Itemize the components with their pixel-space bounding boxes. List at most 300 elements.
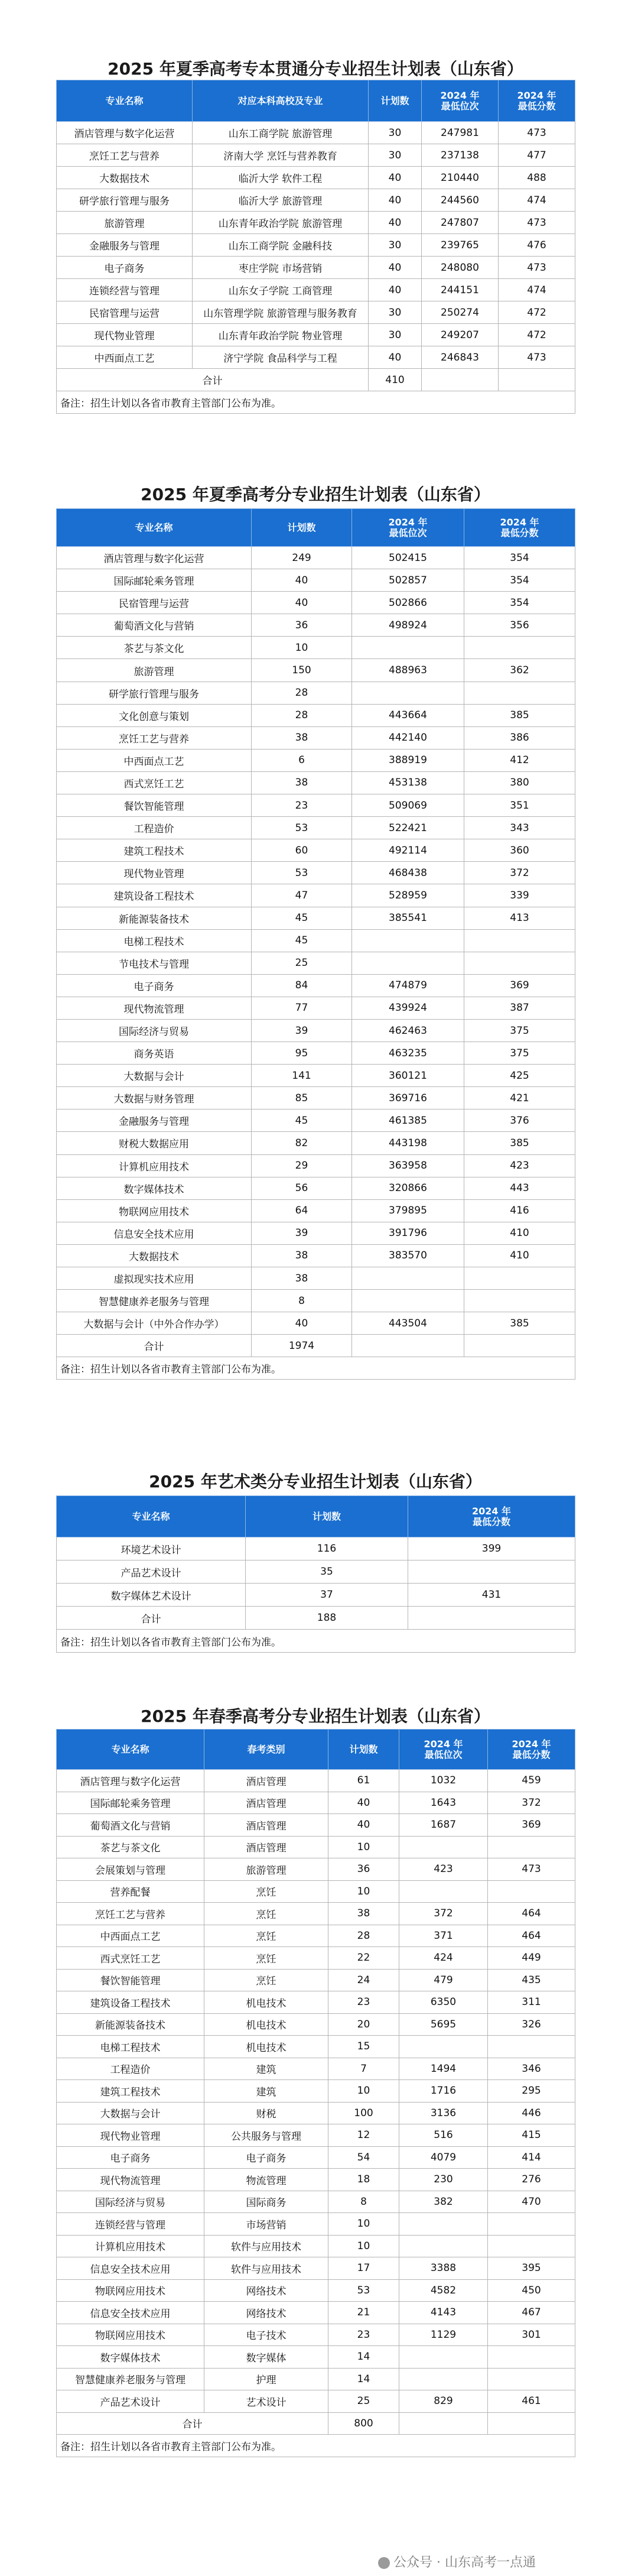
table1-cell: 472 [499, 301, 575, 324]
table4-cell [488, 2213, 575, 2236]
table4-cell [399, 2346, 488, 2369]
table4-cell: 烹饪 [204, 1925, 328, 1947]
table3-note: 备注：招生计划以各省市教育主管部门公布为准。 [57, 1630, 575, 1653]
table2-cell: 351 [464, 794, 575, 817]
table3-header-cell: 2024 年 最低分数 [408, 1496, 575, 1537]
table4-cell: 371 [399, 1925, 488, 1947]
table-row [57, 2390, 575, 2413]
table-row [57, 2346, 575, 2369]
table2-cell: 节电技术与管理 [57, 952, 252, 974]
table1-cell: 40 [369, 346, 422, 369]
table2-cell: 酒店管理与数字化运营 [57, 547, 252, 569]
table2-cell: 47 [252, 884, 352, 907]
table4-cell: 连锁经营与管理 [57, 2213, 204, 2236]
table2-cell: 360 [464, 839, 575, 862]
table2-cell: 410 [464, 1244, 575, 1267]
table1-cell: 山东青年政治学院 旅游管理 [193, 212, 369, 234]
table2-cell: 410 [464, 1222, 575, 1244]
table4-note: 备注：招生计划以各省市教育主管部门公布为准。 [57, 2435, 575, 2457]
table2-cell: 现代物流管理 [57, 997, 252, 1019]
watermark [378, 2552, 536, 2571]
table-row [57, 1814, 575, 1837]
table1-cell: 247981 [422, 122, 499, 144]
table2-cell: 国际邮轮乘务管理 [57, 569, 252, 592]
table4-cell [399, 2213, 488, 2236]
table2-cell: 38 [252, 1244, 352, 1267]
table4-cell: 14 [328, 2368, 399, 2390]
table2-cell: 财税大数据应用 [57, 1132, 252, 1154]
table3-cell: 产品艺术设计 [57, 1560, 246, 1584]
table4-cell: 17 [328, 2257, 399, 2280]
table2-cell: 383570 [352, 1244, 464, 1267]
table4-cell: 461 [488, 2390, 575, 2413]
table3-cell: 116 [246, 1537, 408, 1560]
table3-cell: 数字媒体艺术设计 [57, 1584, 246, 1607]
table1-cell: 烹饪工艺与营养 [57, 144, 193, 167]
table4-cell: 372 [488, 1792, 575, 1814]
table2-cell: 28 [252, 704, 352, 726]
table4-cell: 酒店管理 [204, 1770, 328, 1792]
table-row [57, 1947, 575, 1970]
table2-cell: 36 [252, 614, 352, 637]
table2-cell: 375 [464, 1019, 575, 1042]
table-row [57, 1858, 575, 1881]
table1-cell: 连锁经营与管理 [57, 279, 193, 301]
table4-cell: 12 [328, 2124, 399, 2147]
table2-cell: 电子商务 [57, 974, 252, 997]
table2-cell: 412 [464, 749, 575, 771]
note-row [57, 2435, 575, 2457]
table-row [57, 2013, 575, 2036]
table4-cell: 346 [488, 2058, 575, 2080]
table2-cell: 智慧健康养老服务与管理 [57, 1290, 252, 1312]
table-row [57, 2036, 575, 2058]
table4-cell: 会展策划与管理 [57, 1858, 204, 1881]
table4-cell: 276 [488, 2169, 575, 2191]
watermark-text: 公众号 · 山东高考一点通 [393, 2555, 536, 2570]
table4-cell: 372 [399, 1903, 488, 1925]
table2-cell: 38 [252, 726, 352, 749]
table2-cell: 474879 [352, 974, 464, 997]
table4-cell: 10 [328, 2080, 399, 2103]
table3-total-value: 188 [246, 1607, 408, 1630]
table4-cell: 23 [328, 1991, 399, 2014]
table-row [57, 2257, 575, 2280]
table4-cell: 516 [399, 2124, 488, 2147]
table4-cell: 382 [399, 2191, 488, 2213]
table2-cell: 56 [252, 1177, 352, 1199]
table2-cell: 40 [252, 569, 352, 592]
table4-cell: 311 [488, 1991, 575, 2014]
table-row [57, 1770, 575, 1792]
table4-cell: 3136 [399, 2102, 488, 2124]
table4-cell: 新能源装备技术 [57, 2013, 204, 2036]
table2-cell: 391796 [352, 1222, 464, 1244]
table4-cell: 3388 [399, 2257, 488, 2280]
table4-cell: 艺术设计 [204, 2390, 328, 2413]
table1-cell: 244560 [422, 189, 499, 212]
table-row [57, 2169, 575, 2191]
table2-cell: 443198 [352, 1132, 464, 1154]
table2-cell: 40 [252, 1312, 352, 1335]
table2-cell: 498924 [352, 614, 464, 637]
table2-cell: 354 [464, 592, 575, 614]
table4-cell: 54 [328, 2146, 399, 2169]
table-row [57, 2102, 575, 2124]
table2-cell: 85 [252, 1087, 352, 1109]
table4-cell: 建筑 [204, 2080, 328, 2103]
table2-cell: 509069 [352, 794, 464, 817]
table4-cell: 公共服务与管理 [204, 2124, 328, 2147]
table1-cell: 30 [369, 144, 422, 167]
table1-cell: 476 [499, 234, 575, 257]
table2-cell: 中西面点工艺 [57, 749, 252, 771]
table2-cell: 烹饪工艺与营养 [57, 726, 252, 749]
table4-cell: 计算机应用技术 [57, 2235, 204, 2257]
table-row [57, 1880, 575, 1903]
table2-note: 备注：招生计划以各省市教育主管部门公布为准。 [57, 1357, 575, 1380]
table2-cell: 369716 [352, 1087, 464, 1109]
table1-cell: 山东工商学院 金融科技 [193, 234, 369, 257]
table4-cell: 7 [328, 2058, 399, 2080]
table4-cell: 467 [488, 2302, 575, 2324]
table4-cell: 459 [488, 1770, 575, 1792]
table2-cell: 64 [252, 1199, 352, 1222]
wechat-icon [378, 2557, 390, 2569]
table4-cell: 1643 [399, 1792, 488, 1814]
table4-cell: 建筑 [204, 2058, 328, 2080]
table2-cell: 462463 [352, 1019, 464, 1042]
table4-total-label: 合计 [57, 2412, 328, 2435]
table1-cell: 现代物业管理 [57, 324, 193, 346]
table4-cell: 物联网应用技术 [57, 2324, 204, 2346]
table1-cell: 民宿管理与运营 [57, 301, 193, 324]
table2-cell: 386 [464, 726, 575, 749]
table4-cell: 餐饮智能管理 [57, 1969, 204, 1991]
table2-cell: 356 [464, 614, 575, 637]
table2-cell: 大数据与会计 [57, 1065, 252, 1087]
table4-cell: 5695 [399, 2013, 488, 2036]
table4-cell: 10 [328, 2235, 399, 2257]
table1-cell: 旅游管理 [57, 212, 193, 234]
table1-cell: 山东工商学院 旅游管理 [193, 122, 369, 144]
table2-cell: 葡萄酒文化与营销 [57, 614, 252, 637]
table2-cell: 375 [464, 1042, 575, 1065]
table4-cell: 21 [328, 2302, 399, 2324]
table2-cell: 421 [464, 1087, 575, 1109]
table4-cell [399, 2036, 488, 2058]
table4-cell: 机电技术 [204, 1991, 328, 2014]
table4-cell: 电子商务 [57, 2146, 204, 2169]
table2-cell: 442140 [352, 726, 464, 749]
table4-cell: 国际商务 [204, 2191, 328, 2213]
table4-cell: 395 [488, 2257, 575, 2280]
table2-cell: 文化创意与策划 [57, 704, 252, 726]
table4-cell: 电梯工程技术 [57, 2036, 204, 2058]
table2-cell: 461385 [352, 1109, 464, 1132]
table2-cell: 8 [252, 1290, 352, 1312]
table4-cell: 1129 [399, 2324, 488, 2346]
table4-cell: 现代物业管理 [57, 2124, 204, 2147]
table4-cell: 4582 [399, 2279, 488, 2302]
table4-cell: 工程造价 [57, 2058, 204, 2080]
table2-cell: 新能源装备技术 [57, 907, 252, 929]
table1-cell: 大数据技术 [57, 167, 193, 189]
table1-header-cell: 对应本科高校及专业 [193, 80, 369, 122]
table4-cell [488, 1880, 575, 1903]
table4-cell: 电子商务 [204, 2146, 328, 2169]
table2-cell: 388919 [352, 749, 464, 771]
table4-cell: 61 [328, 1770, 399, 1792]
table4-cell: 西式烹饪工艺 [57, 1947, 204, 1970]
table2-cell: 25 [252, 952, 352, 974]
table2-cell: 建筑设备工程技术 [57, 884, 252, 907]
table4-header-cell: 2024 年 最低分数 [488, 1730, 575, 1770]
table2-cell: 大数据技术 [57, 1244, 252, 1267]
table4-cell: 450 [488, 2279, 575, 2302]
table4-cell: 40 [328, 1792, 399, 1814]
table2-cell: 23 [252, 794, 352, 817]
table2-cell: 53 [252, 862, 352, 884]
table4-cell [488, 2235, 575, 2257]
table2-cell: 339 [464, 884, 575, 907]
table4-cell: 智慧健康养老服务与管理 [57, 2368, 204, 2390]
table4-cell: 酒店管理 [204, 1814, 328, 1837]
table2-cell: 45 [252, 929, 352, 952]
table1-cell: 472 [499, 324, 575, 346]
table4-cell: 国际经济与贸易 [57, 2191, 204, 2213]
table4-cell: 建筑设备工程技术 [57, 1991, 204, 2014]
table2-total-value: 1974 [252, 1335, 352, 1357]
table2-cell: 380 [464, 771, 575, 794]
table2-cell: 95 [252, 1042, 352, 1065]
table2-cell: 研学旅行管理与服务 [57, 682, 252, 704]
table4-cell: 茶艺与茶文化 [57, 1836, 204, 1858]
table4-cell: 424 [399, 1947, 488, 1970]
table2-cell: 416 [464, 1199, 575, 1222]
table4-header-cell: 计划数 [328, 1730, 399, 1770]
table4-cell: 326 [488, 2013, 575, 2036]
table2-cell: 423 [464, 1154, 575, 1177]
table4-cell: 网络技术 [204, 2279, 328, 2302]
table4-cell: 建筑工程技术 [57, 2080, 204, 2103]
table4-cell: 20 [328, 2013, 399, 2036]
table2-cell: 物联网应用技术 [57, 1199, 252, 1222]
table4-cell: 酒店管理 [204, 1792, 328, 1814]
table-row [57, 2368, 575, 2390]
table2-cell: 金融服务与管理 [57, 1109, 252, 1132]
table-row [57, 2146, 575, 2169]
table1-cell: 40 [369, 189, 422, 212]
table2-cell: 439924 [352, 997, 464, 1019]
table4-cell [399, 1880, 488, 1903]
table2-cell: 6 [252, 749, 352, 771]
table4-cell [488, 2368, 575, 2390]
table2-cell: 大数据与财务管理 [57, 1087, 252, 1109]
table4-cell: 36 [328, 1858, 399, 1881]
table4-cell: 423 [399, 1858, 488, 1881]
table4-cell: 葡萄酒文化与营销 [57, 1814, 204, 1837]
table1-header-cell: 计划数 [369, 80, 422, 122]
table1-cell: 474 [499, 189, 575, 212]
table1-cell: 济宁学院 食品科学与工程 [193, 346, 369, 369]
table1-cell: 473 [499, 212, 575, 234]
table2-cell: 84 [252, 974, 352, 997]
table4-cell: 网络技术 [204, 2302, 328, 2324]
table4-cell: 烹饪工艺与营养 [57, 1903, 204, 1925]
table4-cell: 23 [328, 2324, 399, 2346]
table3-cell: 35 [246, 1560, 408, 1584]
table4-cell [488, 2036, 575, 2058]
table2-cell: 建筑工程技术 [57, 839, 252, 862]
table2-cell: 150 [252, 659, 352, 682]
table4-cell [399, 2235, 488, 2257]
table2-cell: 413 [464, 907, 575, 929]
table4-cell: 464 [488, 1925, 575, 1947]
table4-header-cell: 2024 年 最低位次 [399, 1730, 488, 1770]
table-row [57, 2235, 575, 2257]
table1-cell: 30 [369, 122, 422, 144]
table1-cell: 山东女子学院 工商管理 [193, 279, 369, 301]
table4-cell: 旅游管理 [204, 1858, 328, 1881]
table1-cell: 30 [369, 301, 422, 324]
table1-header-cell: 2024 年 最低分数 [499, 80, 575, 122]
table4-header-row [57, 1730, 575, 1770]
table4-cell: 信息安全技术应用 [57, 2302, 204, 2324]
table2-cell: 大数据与会计（中外合作办学） [57, 1312, 252, 1335]
table4-cell: 295 [488, 2080, 575, 2103]
table-row [57, 2279, 575, 2302]
table3-title: 2025 年艺术类分专业招生计划表（山东省） [149, 1472, 482, 1491]
table1-cell: 酒店管理与数字化运营 [57, 122, 193, 144]
table4-cell: 14 [328, 2346, 399, 2369]
table4-cell: 53 [328, 2279, 399, 2302]
table2-cell: 29 [252, 1154, 352, 1177]
table4-cell: 物流管理 [204, 2169, 328, 2191]
total-row [57, 2412, 575, 2435]
table2-cell: 488963 [352, 659, 464, 682]
table2-cell: 旅游管理 [57, 659, 252, 682]
table2-cell: 38 [252, 1267, 352, 1290]
table4-cell: 10 [328, 1880, 399, 1903]
table2-cell: 385 [464, 704, 575, 726]
table4-cell: 软件与应用技术 [204, 2235, 328, 2257]
table2-cell: 522421 [352, 817, 464, 839]
table4-cell: 数字媒体技术 [57, 2346, 204, 2369]
table1-cell: 239765 [422, 234, 499, 257]
table1-cell: 临沂大学 旅游管理 [193, 189, 369, 212]
table2-cell: 虚拟现实技术应用 [57, 1267, 252, 1290]
table1-cell: 山东管理学院 旅游管理与服务教育 [193, 301, 369, 324]
table1-cell: 246843 [422, 346, 499, 369]
table4-cell: 酒店管理与数字化运营 [57, 1770, 204, 1792]
table1-cell: 40 [369, 167, 422, 189]
table1-cell: 237138 [422, 144, 499, 167]
table1-cell: 中西面点工艺 [57, 346, 193, 369]
table4-body [57, 1770, 575, 2457]
table2-cell: 502415 [352, 547, 464, 569]
table4-cell: 烹饪 [204, 1969, 328, 1991]
table-row [57, 1792, 575, 1814]
table2-cell: 385541 [352, 907, 464, 929]
table4-cell: 22 [328, 1947, 399, 1970]
table4-cell: 449 [488, 1947, 575, 1970]
table3-cell: 环境艺术设计 [57, 1537, 246, 1560]
table2-cell: 数字媒体技术 [57, 1177, 252, 1199]
table1-cell: 济南大学 烹饪与营养教育 [193, 144, 369, 167]
table4 [56, 1729, 575, 2457]
table4-empty-cell [488, 2412, 575, 2435]
table2-cell: 385 [464, 1312, 575, 1335]
table4-cell: 烹饪 [204, 1880, 328, 1903]
table4-cell: 369 [488, 1814, 575, 1837]
table2-title: 2025 年夏季高考分专业招生计划表（山东省） [141, 485, 490, 504]
table4-cell: 40 [328, 1814, 399, 1837]
table4-cell: 大数据与会计 [57, 2102, 204, 2124]
table4-cell: 产品艺术设计 [57, 2390, 204, 2413]
table1-cell: 40 [369, 212, 422, 234]
table4-section [56, 0, 575, 2576]
table2-cell: 53 [252, 817, 352, 839]
table2-cell: 376 [464, 1109, 575, 1132]
table4-cell: 市场营销 [204, 2213, 328, 2236]
table2-cell: 10 [252, 637, 352, 659]
table4-cell: 机电技术 [204, 2036, 328, 2058]
table4-cell: 酒店管理 [204, 1836, 328, 1858]
table2-cell: 360121 [352, 1065, 464, 1087]
table1-cell: 477 [499, 144, 575, 167]
table4-cell: 18 [328, 2169, 399, 2191]
table4-cell: 营养配餐 [57, 1880, 204, 1903]
table4-empty-cell [399, 2412, 488, 2435]
table2-cell: 电梯工程技术 [57, 929, 252, 952]
table2-cell: 工程造价 [57, 817, 252, 839]
table2-cell: 商务英语 [57, 1042, 252, 1065]
table4-cell: 护理 [204, 2368, 328, 2390]
table4-cell: 25 [328, 2390, 399, 2413]
table4-cell: 414 [488, 2146, 575, 2169]
table2-cell: 502866 [352, 592, 464, 614]
table-row [57, 2302, 575, 2324]
table4-header-cell: 春考类别 [204, 1730, 328, 1770]
table1-cell: 210440 [422, 167, 499, 189]
table2-total-label: 合计 [57, 1335, 252, 1357]
table1-title: 2025 年夏季高考专本贯通分专业招生计划表（山东省） [108, 59, 523, 79]
table1-cell: 250274 [422, 301, 499, 324]
table2-cell: 77 [252, 997, 352, 1019]
table1-cell: 247807 [422, 212, 499, 234]
table1-cell: 473 [499, 257, 575, 279]
table-row [57, 2324, 575, 2346]
table2-cell: 茶艺与茶文化 [57, 637, 252, 659]
table2-cell: 443 [464, 1177, 575, 1199]
table4-cell: 8 [328, 2191, 399, 2213]
table4-cell: 1032 [399, 1770, 488, 1792]
table1-cell: 临沂大学 软件工程 [193, 167, 369, 189]
table1-cell: 电子商务 [57, 257, 193, 279]
table1-header-cell: 专业名称 [57, 80, 193, 122]
table1-cell: 474 [499, 279, 575, 301]
table4-cell: 100 [328, 2102, 399, 2124]
table2-cell: 387 [464, 997, 575, 1019]
table2-cell: 28 [252, 682, 352, 704]
table2-cell: 354 [464, 569, 575, 592]
table2-cell: 354 [464, 547, 575, 569]
table2-cell: 528959 [352, 884, 464, 907]
table4-cell: 435 [488, 1969, 575, 1991]
table2-cell: 443664 [352, 704, 464, 726]
table4-title: 2025 年春季高考分专业招生计划表（山东省） [141, 1706, 490, 1726]
